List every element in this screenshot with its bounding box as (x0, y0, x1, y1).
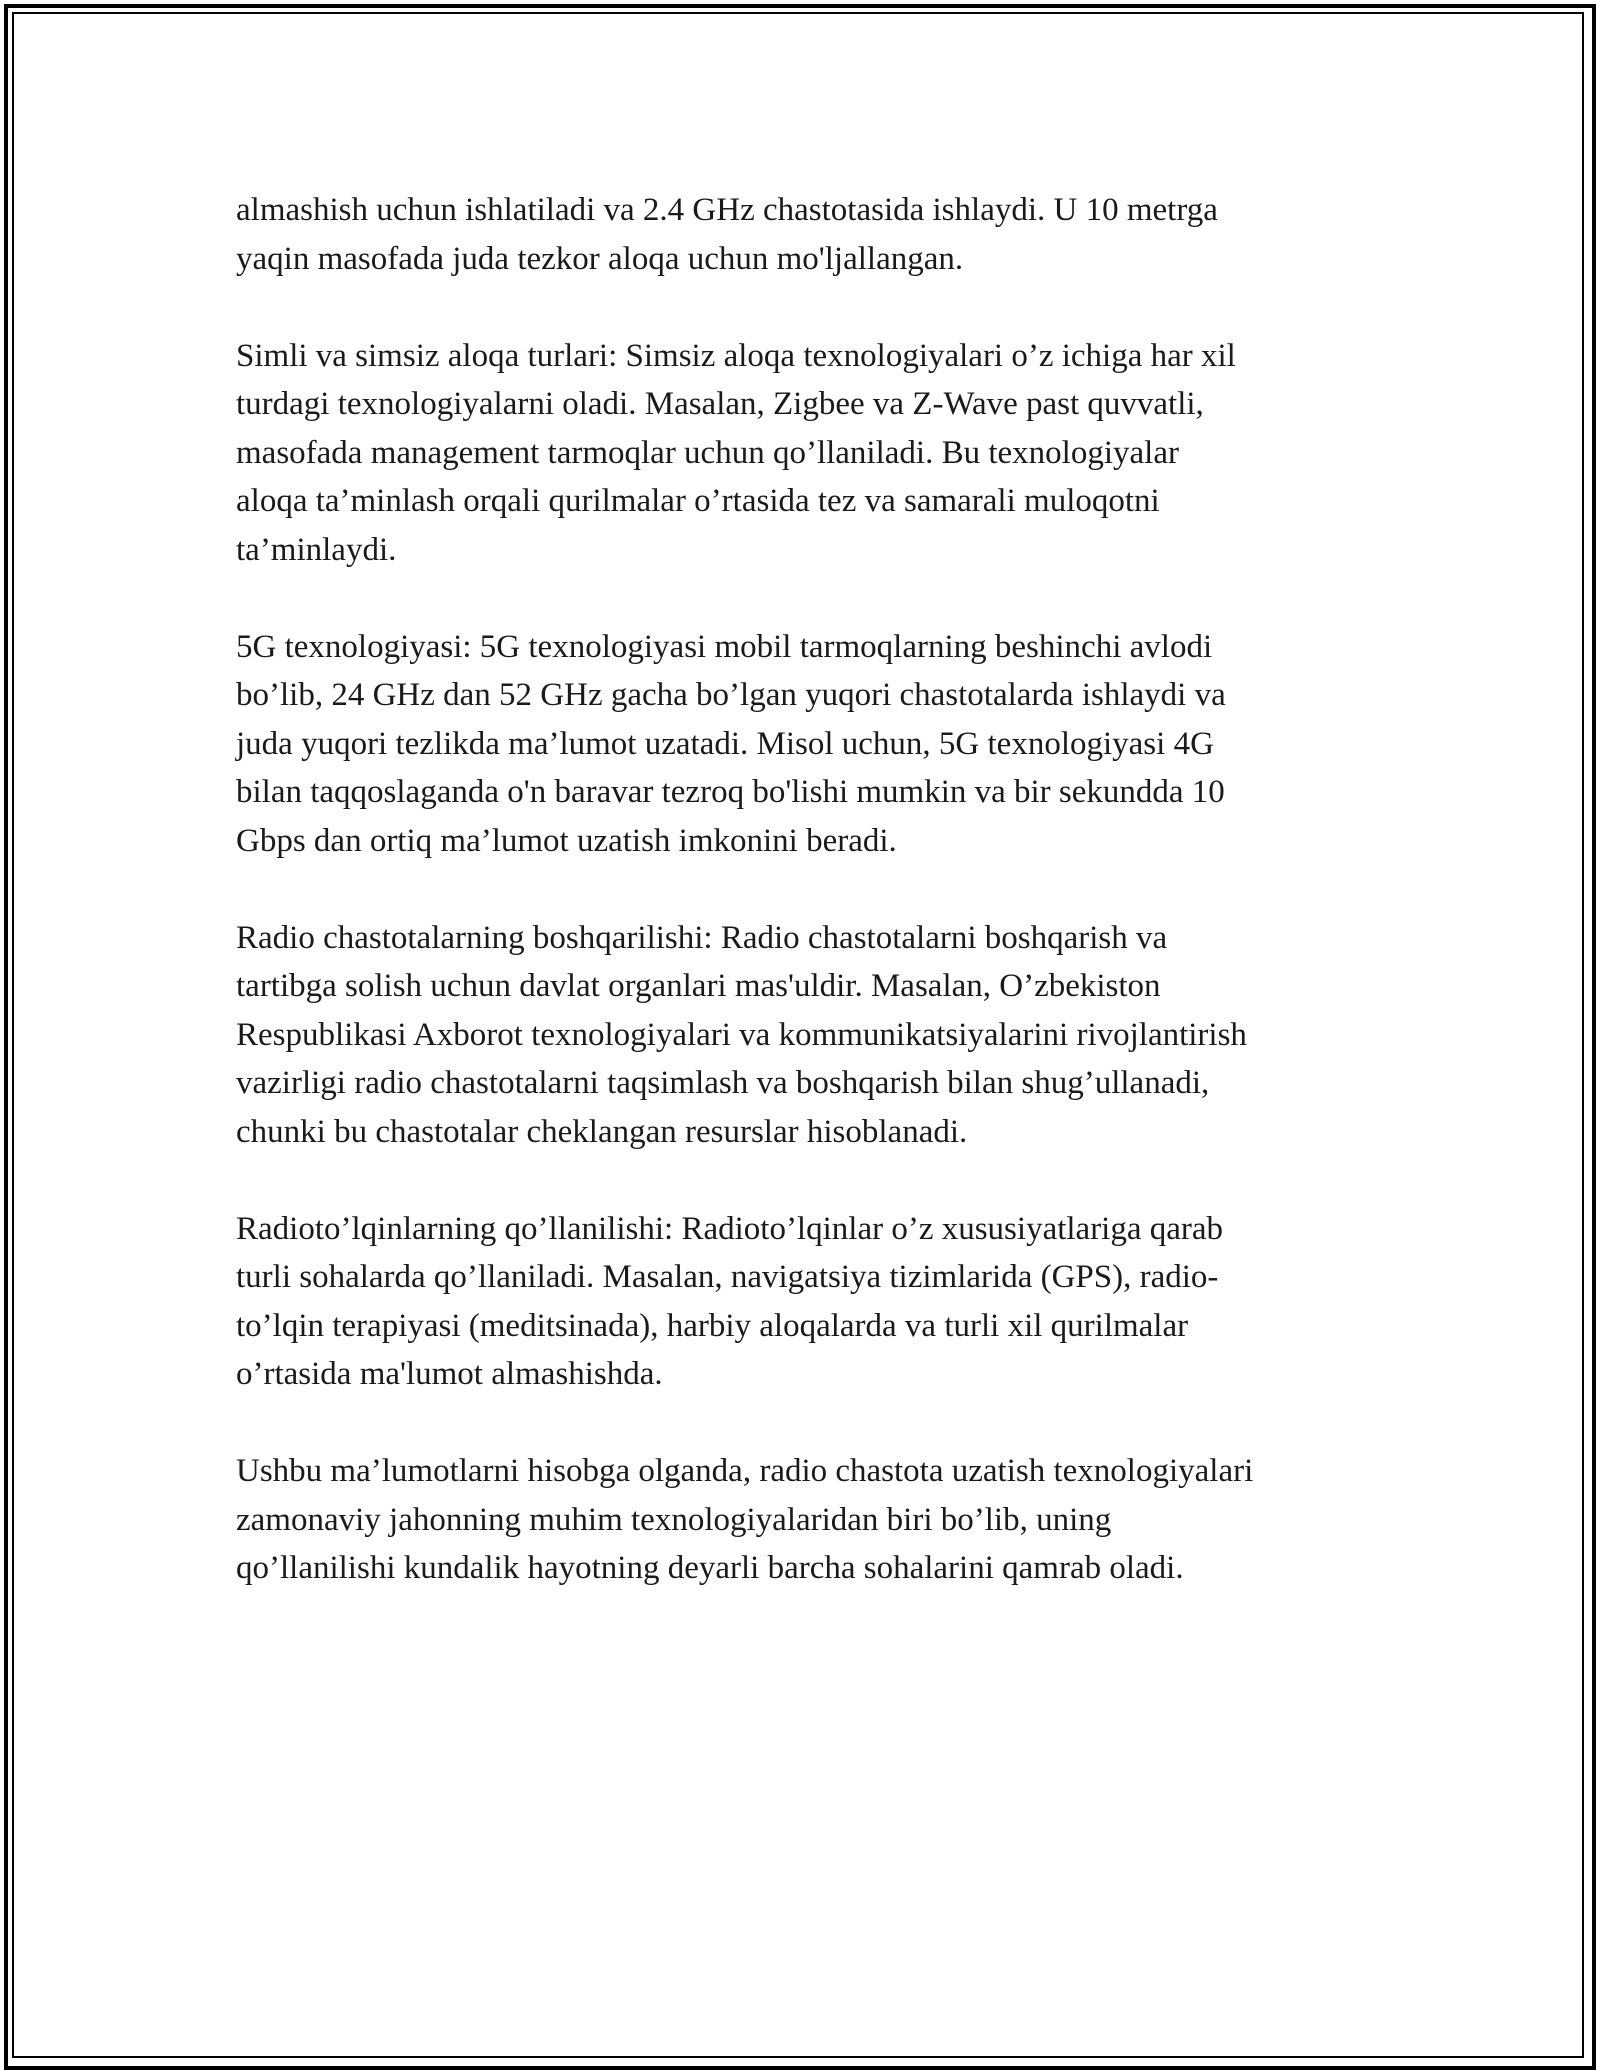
paragraph-frequency-management: Radio chastotalarning boshqarilishi: Radio chastotalarni boshqarish va tartibga solish uchun davlat organlari mas'uldir. Masalan, O’zbekiston Respublikasi Axborot texnologiyalari va kommunikatsiyalarini rivojlantirish vazirligi radio chastotalarni taqsimlash va boshqarish bilan shug’ullanadi, chunki bu chastotalar cheklangan resurslar hisoblanadi. (236, 919, 1247, 1150)
paragraph-continuation: almashish uchun ishlatiladi va 2.4 GHz chastotasida ishlaydi. U 10 metrga yaqin masofada juda tezkor aloqa uchun mo'ljallangan. (236, 192, 1218, 277)
paragraph-wired-wireless: Simli va simsiz aloqa turlari: Simsiz aloqa texnologiyalari o’z ichiga har xil turdagi texnologiyalarni oladi. Masalan, Zigbee va Z-Wave past quvvatli, masofada management tarmoqlar uchun qo’llaniladi. Bu texnologiyalar aloqa ta’minlash orqali qurilmalar o’rtasida tez va samarali muloqotni ta’minlaydi. (236, 337, 1236, 568)
paragraph-5g: 5G texnologiyasi: 5G texnologiyasi mobil tarmoqlarning beshinchi avlodi bo’lib, 24 GHz dan 52 GHz gacha bo’lgan yuqori chastotalarda ishlaydi va juda yuqori tezlikda ma’lumot uzatadi. Misol uchun, 5G texnologiyasi 4G bilan taqqoslaganda o'n baravar tezroq bo'lishi mumkin va bir sekundda 10 Gbps dan ortiq ma’lumot uzatish imkonini beradi. (236, 628, 1226, 859)
paragraph-radio-waves-usage: Radioto’lqinlarning qo’llanilishi: Radioto’lqinlar o’z xususiyatlariga qarab turli sohalarda qo’llaniladi. Masalan, navigatsiya tizimlarida (GPS), radio- to’lqin terapiyasi (meditsinada), harbiy aloqalarda va turli xil qurilmalar o’rtasida ma'lumot almashishda. (236, 1210, 1224, 1392)
document-body (236, 186, 1381, 1641)
paragraph-conclusion: Ushbu ma’lumotlarni hisobga olganda, radio chastota uzatish texnologiyalari zamonaviy jahonning muhim texnologiyalaridan biri bo’lib, uning qo’llanilishi kundalik hayotning deyarli barcha sohalarini qamrab oladi. (236, 1453, 1254, 1586)
